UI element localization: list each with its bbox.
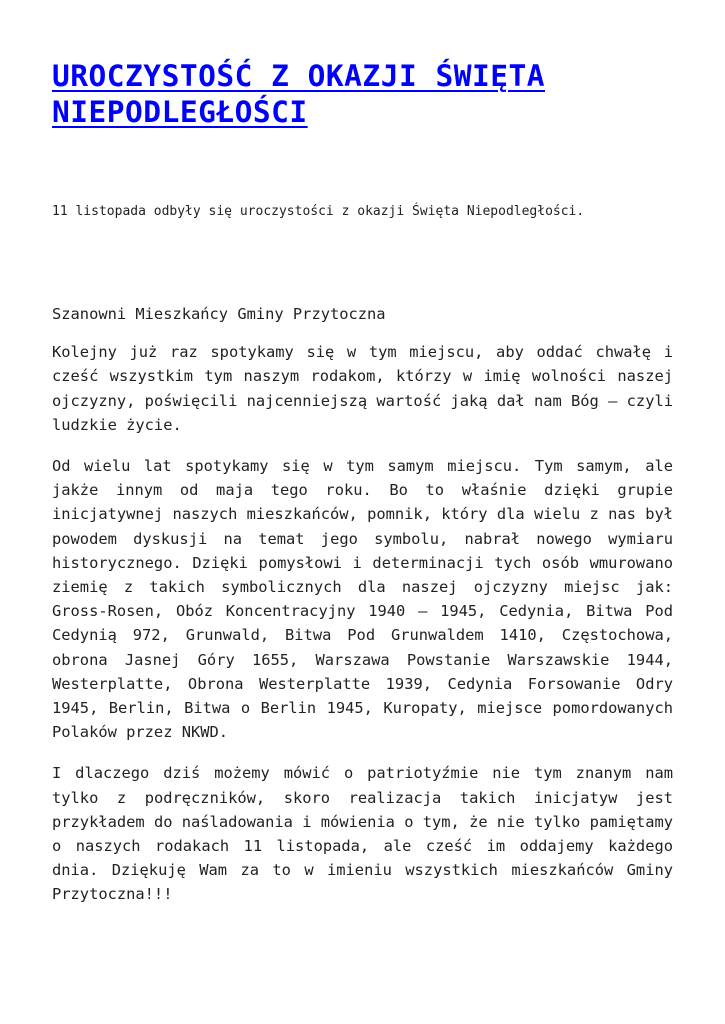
body-paragraph: I dlaczego dziś możemy mówić o patriotyźmie nie tym znanym nam tylko z podręczników, skoro realizacja takich inicjatyw jest przykładem do naśladowania i mówienia o tym, że nie tylko pamiętamy o naszych rodakach 11 listopada, ale cześć im oddajemy każdego dnia. Dziękuję Wam za to w imieniu wszystkich mieszkańców Gminy Przytoczna!!! <box>52 764 673 904</box>
body-paragraph: Od wielu lat spotykamy się w tym samym miejscu. Tym samym, ale jakże innym od maja tego roku. Bo to właśnie dzięki grupie inicjatywnej naszych mieszkańców, pomnik, który dla wielu z nas był powodem dyskusji na temat jego symbolu, nabrał nowego wymiaru historycznego. Dzięki pomysłowi i determinacji tych osób wmurowano ziemię z takich symbolicznych dla naszej ojczyzny miejsc jak: Gross-Rosen, Obóz Koncentracyjny 1940 – 1945, Cedynia, Bitwa Pod Cedynią 972, Grunwald, Bitwa Pod Grunwaldem 1410, Częstochowa, obrona Jasnej Góry 1655, Warszawa Powstanie Warszawskie 1944, Westerplatte, Obrona Westerplatte 1939, Cedynia Forsowanie Odry 1945, Berlin, Bitwa o Berlin 1945, Kuropaty, miejsce pomordowanych Polaków przez NKWD. <box>52 457 673 742</box>
body-paragraph: Kolejny już raz spotykamy się w tym miejscu, aby oddać chwałę i cześć wszystkim tym naszym rodakom, którzy w imię wolności naszej ojczyzny, poświęcili najcenniejszą wartość jaką dał nam Bóg – czyli ludzkie życie. <box>52 343 673 434</box>
article-title-link[interactable]: UROCZYSTOŚĆ Z OKAZJI ŚWIĘTA NIEPODLEGŁOŚCI <box>52 59 546 129</box>
article-intro: 11 listopada odbyły się uroczystości z okazji Święta Niepodległości. <box>52 204 585 219</box>
greeting-paragraph: Szanowni Mieszkańcy Gminy Przytoczna <box>52 305 386 323</box>
article <box>52 58 673 924</box>
article-title <box>52 58 673 130</box>
article-body <box>52 302 673 907</box>
